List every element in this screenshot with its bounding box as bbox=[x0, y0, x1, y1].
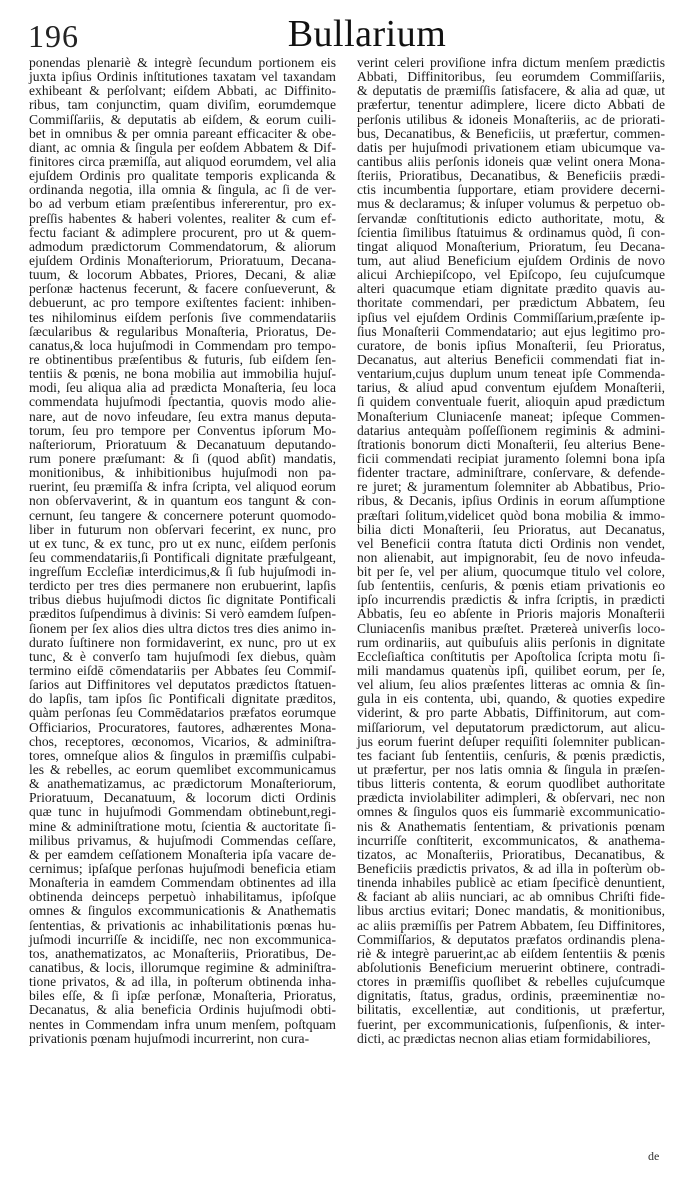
text-line: do lapſis, tam ipſos ſic Pontificali dignitate præditos, bbox=[29, 691, 336, 707]
text-line: non alienabit, aut impignorabit, ſeu de novo infeuda- bbox=[357, 549, 665, 565]
text-line: Eccleſiaſtica conſtitutis per Apoſtolica ſcripta motu ſi- bbox=[357, 648, 665, 664]
text-line: preſſis habentes & haberi volentes, realiter & cum ef- bbox=[29, 210, 336, 226]
text-line: obtinenda deinceps perpetuò inhabilitamus, ipſoſque bbox=[29, 889, 336, 905]
text-line: rum ordinariis, aut quibuſuis aliis perſonis in dignitate bbox=[357, 634, 665, 650]
text-line: Prioratuum, Decanatuum, & locorum dicti Ordinis bbox=[29, 790, 336, 806]
text-line: canatus,& loca hujuſmodi in Commendam pro tempo- bbox=[29, 337, 336, 353]
text-line: fidenter tractare, adminiſtrare, conſervare, & defende- bbox=[357, 465, 665, 481]
text-line: juſmodi incurriſſe & incidiſſe, nec non excommunica- bbox=[29, 931, 336, 947]
text-line: perſonis utilibus & idoneis Monaſteriis, ac de priorati- bbox=[357, 111, 665, 127]
text-line: Commiſſarios, & deputatos præfatos ordinandis plena- bbox=[357, 931, 665, 947]
text-line: ejuſdem Ordinis pro qualitate temporis explicanda & bbox=[29, 168, 336, 184]
text-line: riè & integrè paruerint,ac ab eiſdem ſententiis & pœnis bbox=[357, 945, 665, 961]
text-line: gula in eis contenta, ubi, quando, & quoties expedire bbox=[357, 691, 665, 707]
text-line: tinenda inhabiles publicè ac etiam ſpecificè denuntient, bbox=[357, 875, 665, 891]
text-line: diant, ac omnia & ſingula per eoſdem Abbatem & Dif- bbox=[29, 139, 336, 155]
text-line: re obtinentibus præſentibus & futuris, ſub eiſdem ſen- bbox=[29, 351, 336, 367]
text-line: ficii commendati recipiat juramento ſolemni bona ipſa bbox=[357, 450, 665, 466]
text-line: & faciant ab aliis nunciari, ac ab omnibus Chriſti fide- bbox=[357, 889, 665, 905]
text-line: cernimus; ipſaſque perſonas hujuſmodi beneficia etiam bbox=[29, 861, 336, 877]
text-line: mili mandamus quatenùs ipſi, quilibet eorum, per ſe, bbox=[357, 663, 665, 679]
text-line: ventarium,cujus duplum unum teneat ipſe Commenda- bbox=[357, 366, 665, 382]
text-line: quàm perſonas ſeu Commēdatarios præfatos eorumque bbox=[29, 705, 336, 721]
text-line: ſub ſententiis, cenſuris, & pœnis etiam privationis eo bbox=[357, 578, 665, 594]
left-column bbox=[29, 56, 336, 1046]
text-line: Abbati, Diffinitoribus, ſeu eorumdem Commiſſariis, bbox=[357, 69, 665, 85]
text-line: & deputatis de præmiſſis ſatisfacere, & alia ad quæ, ut bbox=[357, 83, 665, 99]
text-line: bet in omnibus & per omnia pareant efficaciter & obe- bbox=[29, 125, 336, 141]
text-line: verint celeri proviſione infra dictum menſem prædictis bbox=[357, 55, 665, 70]
text-line: tuum, & locorum Abbates, Priores, Decani, & aliæ bbox=[29, 267, 336, 283]
text-line: chos, receptores, œconomos, Vicarios, & adminiſtra- bbox=[29, 733, 336, 749]
text-line: termino eiſdē cōmendatariis per Abbates ſeu Commiſ- bbox=[29, 663, 336, 679]
text-line: ſæcularibus & regularibus Monaſteria, Prioratus, De- bbox=[29, 323, 336, 339]
text-line: tum, aut aliud Beneficium ejuſdem Ordinis de novo bbox=[357, 252, 665, 268]
text-line: liber in futurum non obſervari fecerint, ex nunc, pro bbox=[29, 521, 336, 537]
text-line: Decanatus, & alia beneficia Ordinis hujuſmodi obti- bbox=[29, 1002, 336, 1018]
text-line: Commiſſariis, & deputatis ab eiſdem, & eorum cuili- bbox=[29, 111, 336, 127]
text-line: tes nihilominus eiſdem perſonis ſive commendatariis bbox=[29, 309, 336, 325]
text-line: abſolutionis Beneficium meruerint obtinere, contradi- bbox=[357, 960, 665, 975]
text-line: ſius Monaſterii Commendatario; aut ejus legitimo pro- bbox=[357, 323, 665, 339]
text-line: biles eſſe, & ſi ipſæ perſonæ, Monaſteria, Prioratus, bbox=[29, 988, 336, 1004]
text-line: nis & Anathematis ſententiam, & privationis pœnam bbox=[357, 818, 665, 834]
text-line: re juret; & juramentum ſolemniter ab Abbatibus, Prio- bbox=[357, 479, 665, 495]
text-line: ingreſſum Eccleſiæ interdicimus,& ſi ſub hujuſmodi in- bbox=[29, 564, 336, 580]
text-line: & per eamdem ceſſationem Monaſteria ipſa vacare de- bbox=[29, 846, 336, 862]
text-line: tibus litteris contenta, & eorum quodlibet authoritate bbox=[357, 776, 665, 792]
text-line: Decanatus, aut alterius Beneficii commendati fiat in- bbox=[357, 351, 665, 367]
text-line: miſſariorum, vel deputatorum prædictorum, aut alicu- bbox=[357, 719, 665, 735]
text-line: ipſius vel ejuſdem Ordinis Commiſſarium,præſente ip- bbox=[357, 309, 665, 325]
text-line: perſonæ hactenus fecerunt, & facere conſueverunt, & bbox=[29, 281, 336, 297]
text-line: ribus, & Decanis, ipſius Ordinis in eorum aſſumptione bbox=[357, 493, 665, 509]
text-line: fectu faciant & adimplere procurent, pro ut & quem- bbox=[29, 224, 336, 240]
text-line: tribus diebus hujuſmodi dictos ſic dignitate Pontificali bbox=[29, 592, 336, 608]
text-line: ut ex tunc, & ex tunc, pro ut ex nunc, eiſdem perſonis bbox=[29, 535, 336, 551]
text-line: ſteriis, Prioratibus, Decanatibus, & Beneficiis prædi- bbox=[357, 168, 665, 184]
text-line: monitionibus, & inhibitionibus hujuſmodi non pa- bbox=[29, 465, 336, 481]
text-line: tunc, & è converſo tam hujuſmodi ſex diebus, quàm bbox=[29, 648, 336, 664]
text-line: Monaſterium Cluniacenſe maneat; ipſeque Commen- bbox=[357, 408, 665, 424]
text-line: commendata hujuſmodi ſpectantia, quovis modo alie- bbox=[29, 394, 336, 410]
text-line: tos, anathematizatos, ac Monaſteriis, Prioratibus, De- bbox=[29, 945, 336, 961]
text-line: terdicto per tres dies permanere non erubuerint, lapſis bbox=[29, 578, 336, 594]
text-line: bit per ſe, vel per alium, quocumque titulo vel colore, bbox=[357, 564, 665, 580]
text-line: Beneficiis prædictis privatos, & ad illa in poſterùm ob- bbox=[357, 861, 665, 877]
text-line: ruerint, ſeu præmiſſa & infra ſcripta, vel aliquod eorum bbox=[29, 479, 336, 495]
text-line: ſi quidem conventuale fuerit, alioquin apud prædictum bbox=[357, 394, 665, 410]
text-line: bilia dicti Monaſterii, ſeu Prioratus, aut Decanatus, bbox=[357, 521, 665, 537]
text-line: præditos ſuſpendimus à divinis: Si verò eamdem ſuſpen- bbox=[29, 606, 336, 622]
text-line: cantibus aliis perſonis idoneis quæ velint onera Mona- bbox=[357, 153, 665, 169]
text-line: alteri quacumque etiam dignitate prædito quavis au- bbox=[357, 281, 665, 297]
text-line: admodum prædictorum Commendatorum, & aliorum bbox=[29, 238, 336, 254]
text-line: præſtari ſolitum,videlicet quòd bona mobilia & immo- bbox=[357, 507, 665, 523]
text-line: ejuſdem Ordinis Monaſteriorum, Prioratuum, Decana- bbox=[29, 252, 336, 268]
text-line: ſervandæ conſtitutionis edicto authoritate, motu, & bbox=[357, 210, 665, 226]
text-line: datarius antequàm poſſeſſionem regiminis & admini- bbox=[357, 422, 665, 438]
text-line: ponendas plenariè & integrè ſecundum portionem eis bbox=[29, 55, 336, 70]
text-line: tizatos, ac Monaſteriis, Prioratibus, Decanatibus, & bbox=[357, 846, 665, 862]
text-line: exhibeant & perſolvant; eiſdem Abbati, ac Diffinito- bbox=[29, 83, 336, 99]
text-line: ſeu commendatariis,ſi Pontificali dignitate præfulgeant, bbox=[29, 549, 336, 565]
text-line: alicui Archiepiſcopo, vel Epiſcopo, ſeu cujuſcumque bbox=[357, 267, 665, 283]
text-line: tarius, & aliud apud conventum ejuſdem Monaſterii, bbox=[357, 380, 665, 396]
text-line: rum ponere præſumant: & ſi (quod abſit) mandatis, bbox=[29, 450, 336, 466]
text-line: Officiarios, Procuratores, fautores, adhærentes Mona- bbox=[29, 719, 336, 735]
text-line: torum, ſeu pro tempore per Conventus ipſorum Mo- bbox=[29, 422, 336, 438]
text-line: dicti, ac prædictas necnon alias etiam formidabiliores, bbox=[357, 1030, 651, 1046]
text-line: ſarios aut Diffinitores vel deputatos prædictos ſtatuen- bbox=[29, 677, 336, 693]
text-line: naſteriorum, Prioratuum & Decanatuum deputando- bbox=[29, 436, 336, 452]
text-line: nare, aut de novo infeudare, ſeu extra manus deputa- bbox=[29, 408, 336, 424]
text-line: nentes in Commendam infra unum menſem, poſtquam bbox=[29, 1016, 336, 1032]
text-line: bilitatis, excellentiæ, aut conditionis, ut præfertur, bbox=[357, 1002, 665, 1018]
text-line: ſtrationis bonorum dicti Monaſterii, ſeu alterius Bene- bbox=[357, 436, 665, 452]
text-line: ordinanda negotia, illa omnia & ſingula, ac ſi de ver- bbox=[29, 182, 336, 198]
text-line: ctis incumbentia ſupportare, etiam providere decerni- bbox=[357, 182, 665, 198]
text-line: bus, Decanatibus, & Beneficiis, ut præfertur, commen- bbox=[357, 125, 665, 141]
text-line: libus arctius evitari; Donec mandatis, & monitionibus, bbox=[357, 903, 665, 919]
text-line: ribus, tam conjunctim, quam diviſim, eorumdemque bbox=[29, 97, 336, 113]
text-line: finitores circa præmiſſa, aut aliquod eorumdem, vel alia bbox=[29, 153, 336, 169]
text-line: tes faciant ſub ſententiis, cenſuris, & pœnis prædictis, bbox=[357, 747, 665, 763]
text-line: ac aliis præmiſſis per Patrem Abbatem, ſeu Diffinitores, bbox=[357, 917, 665, 933]
text-line: canatibus, & locis, illorumque regimine & adminiſtra- bbox=[29, 960, 336, 975]
text-line: vel Beneficii contra ſtatuta dicti Ordinis non vendet, bbox=[357, 535, 665, 551]
text-line: quæ tunc in hujuſmodi Gommendam obtinebunt,regi- bbox=[29, 804, 336, 820]
text-line: milibus privamus, & hujuſmodi Commendas ceſſare, bbox=[29, 832, 336, 848]
text-line: tingat aliquod Monaſterium, Prioratum, ſeu Decana- bbox=[357, 238, 665, 254]
text-line: Monaſteria in eamdem Commendam obtinentes ad illa bbox=[29, 875, 336, 891]
text-line: durato ſuſtinere non formidaverint, ex nunc, pro ut ex bbox=[29, 634, 336, 650]
text-line: præfertur, tenentur adimplere, licere dicto Abbati de bbox=[357, 97, 665, 113]
text-line: ſionem per ſex alios dies ultra dictos tres dies animo in- bbox=[29, 620, 336, 636]
text-line: bo ad verbum etiam præſentibus infererentur, pro ex- bbox=[29, 196, 336, 212]
text-line: datis per hujuſmodi privationem etiam ubicumque va- bbox=[357, 139, 665, 155]
text-line: tione privatos, & ad illa, in poſterum obtinenda inha- bbox=[29, 974, 336, 990]
catchword: de bbox=[648, 1149, 660, 1163]
text-line: juxta ipſius Ordinis inſtitutiones taxatam vel taxandam bbox=[29, 69, 336, 85]
text-line: Abbatis, ſeu eo abſente in Prioris majoris Monaſterii bbox=[357, 606, 665, 622]
text-line: viderint, & pro parte Abbatis, Diffinitorum, aut com- bbox=[357, 705, 665, 721]
text-line: tores, omneſque alios & ſingulos in præmiſſis culpabi- bbox=[29, 747, 336, 763]
right-column bbox=[357, 56, 665, 1046]
text-line: ſcientia ſimilibus ſtatuimus & ordinamus quòd, ſi con- bbox=[357, 224, 665, 240]
text-line: omnes & ſingulos quos eis ſummariè excommunicatio- bbox=[357, 804, 665, 820]
text-line: omnes & ſingulos excommunicationis & Anathematis bbox=[29, 903, 336, 919]
running-title: Bullarium bbox=[287, 13, 447, 55]
text-line: debuerunt, ac pro tempore exiſtentes facient: inhiben- bbox=[29, 295, 336, 311]
text-line: non obſervaverint, & in quantum eos tangunt & con- bbox=[29, 493, 336, 509]
text-line: fuerint, per excommunicationis, ſuſpenſionis, & inter- bbox=[357, 1016, 665, 1032]
text-line: jus eorum fuerint deſuper requiſiti ſolemniter publican- bbox=[357, 733, 665, 749]
text-line: tentiis & pœnis, ne bona mobilia aut immobilia hujuſ- bbox=[29, 366, 336, 382]
text-line: prædicta inviolabiliter adimpleri, & obſervari, nec non bbox=[357, 790, 665, 806]
text-line: Cluniacenſis manibus præſtet. Prætereà univerſis loco- bbox=[357, 620, 665, 636]
text-line: curatore, de bonis ipſius Monaſterii, ſeu Prioratus, bbox=[357, 337, 665, 353]
text-line: ſententias, & privationis ac inhabilitationis pœnas hu- bbox=[29, 917, 336, 933]
text-line: cernunt, ſeu tangere & concernere poterunt quomodo- bbox=[29, 507, 336, 523]
text-line: privationis pœnam hujuſmodi incurrerint, non cura- bbox=[29, 1030, 310, 1046]
text-line: & anathematizamus, ac prædictorum Monaſteriorum, bbox=[29, 776, 336, 792]
text-line: modi, ſeu aliqua alia ad prædicta Monaſteria, ſeu loca bbox=[29, 380, 336, 396]
text-line: mus & declaramus; & inſuper volumus & perpetuo ob- bbox=[357, 196, 665, 212]
text-line: ut præfertur, per nos latis omnia & ſingula in præſen- bbox=[357, 762, 665, 778]
text-line: thoritate commendari, per prædictum Abbatem, ſeu bbox=[357, 295, 665, 311]
text-line: les & rebelles, ac eorum quemlibet excommunicamus bbox=[29, 762, 336, 778]
text-line: dignitatis, ſtatus, gradus, ordinis, præeminentiæ no- bbox=[357, 988, 665, 1004]
text-line: ctores in præmiſſis quoſlibet & rebelles cujuſcumque bbox=[357, 974, 665, 990]
page-number: 196 bbox=[28, 18, 79, 54]
text-line: ipſo incurrendis prædictis & infra ſcriptis, in prædicti bbox=[357, 592, 665, 608]
text-line: mine & adminiſtratione motu, ſcientia & auctoritate ſi- bbox=[29, 818, 336, 834]
text-line: incurriſſe conſtiterit, excommunicatos, & anathema- bbox=[357, 832, 665, 848]
text-line: vel alium, ſeu alios præſentes litteras ac omnia & ſin- bbox=[357, 677, 665, 693]
